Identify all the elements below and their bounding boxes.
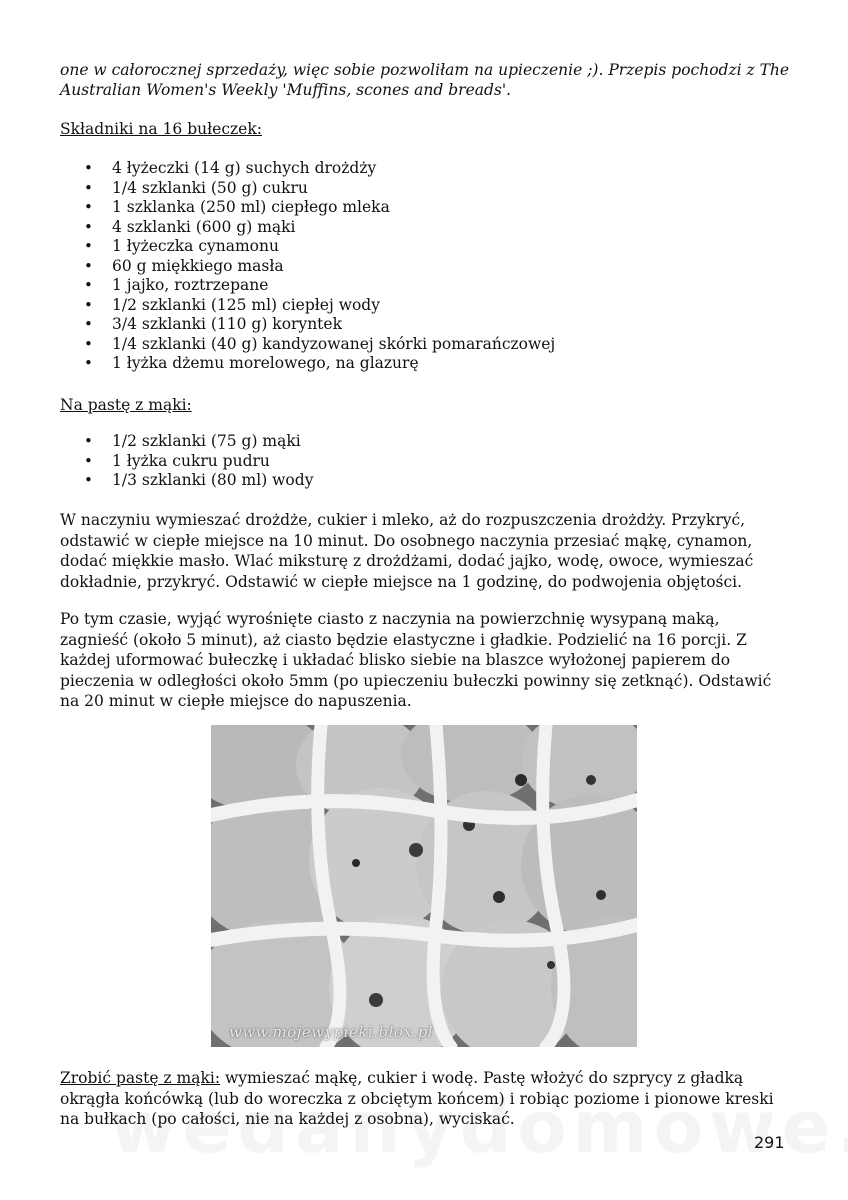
list-item: • 1/4 szklanki (50 g) cukru (82, 179, 555, 199)
page-number: 291 (754, 1133, 785, 1152)
list-item: • 1 łyżka cukru pudru (82, 452, 313, 472)
list-item: • 4 szklanki (600 g) mąki (82, 218, 555, 238)
ingredients-list (82, 159, 555, 374)
list-item: • 1 łyżka dżemu morelowego, na glazurę (82, 354, 555, 374)
final-step-text: wymieszać mąkę, cukier i wodę. Pastę włożyć do szprycy z gładką okrągła końcówką (lub do woreczka z obciętym końcem) i robiąc poziome i pionowe kreski na bułkach (po całości, nie na każdej z osobna), wyciskać. (60, 1069, 774, 1128)
instruction-paragraph-1: W naczyniu wymieszać drożdże, cukier i mleko, aż do rozpuszczenia drożdży. Przykryć, odstawić w ciepłe miejsce na 10 minut. Do osobnego naczynia przesiać mąkę, cynamon, dodać miękkie masło. Wlać miksturę z drożdżami, dodać jajko, wodę, owoce, wymieszać dokładnie, przykryć. Odstawić w ciepłe miejsce na 1 godzinę, do podwojenia objętości. (60, 511, 754, 591)
buns-photo (211, 725, 637, 1047)
list-item: • 60 g miękkiego masła (82, 257, 555, 277)
intro-text: one w całorocznej sprzedaży, więc sobie pozwoliłam na upieczenie ;). Przepis pochodzi z The Australian Women's Weekly 'Muffins, scones and breads'. (60, 61, 790, 99)
list-item: • 1 szklanka (250 ml) ciepłego mleka (82, 198, 555, 218)
list-item: • 1/2 szklanki (75 g) mąki (82, 432, 313, 452)
ingredients-heading: Składniki na 16 bułeczek: (60, 120, 262, 138)
list-item: • 1/4 szklanki (40 g) kandyzowanej skórki pomarańczowej (82, 335, 555, 355)
final-step-label: Zrobić pastę z mąki: (60, 1069, 221, 1087)
photo-watermark: www.mojewypieki.blox.pl (229, 1023, 434, 1041)
paste-heading: Na pastę z mąki: (60, 396, 192, 414)
list-item: • 4 łyżeczki (14 g) suchych drożdży (82, 159, 555, 179)
list-item: • 1/2 szklanki (125 ml) ciepłej wody (82, 296, 555, 316)
list-item: • 1 łyżeczka cynamonu (82, 237, 555, 257)
footer-watermark (110, 1085, 750, 1169)
list-item: • 1/3 szklanki (80 ml) wody (82, 471, 313, 491)
hot-cross-buns-image (211, 725, 637, 1047)
list-item: • 3/4 szklanki (110 g) koryntek (82, 315, 555, 335)
paste-ingredients-list (82, 432, 313, 491)
list-item: • 1 jajko, roztrzepane (82, 276, 555, 296)
instruction-paragraph-2: Po tym czasie, wyjąć wyrośnięte ciasto z naczynia na powierzchnię wysypaną maką, zagnieść (około 5 minut), aż ciasto będzie elastyczne i gładkie. Podzielić na 16 porcji. Z każdej uformować bułeczkę i układać blisko siebie na blaszce wyłożonej papierem do pieczenia w odległości około 5mm (po upieczeniu bułeczki powinny się zetknąć). Odstawić na 20 minut w ciepłe miejsce do napuszenia. (60, 610, 772, 710)
